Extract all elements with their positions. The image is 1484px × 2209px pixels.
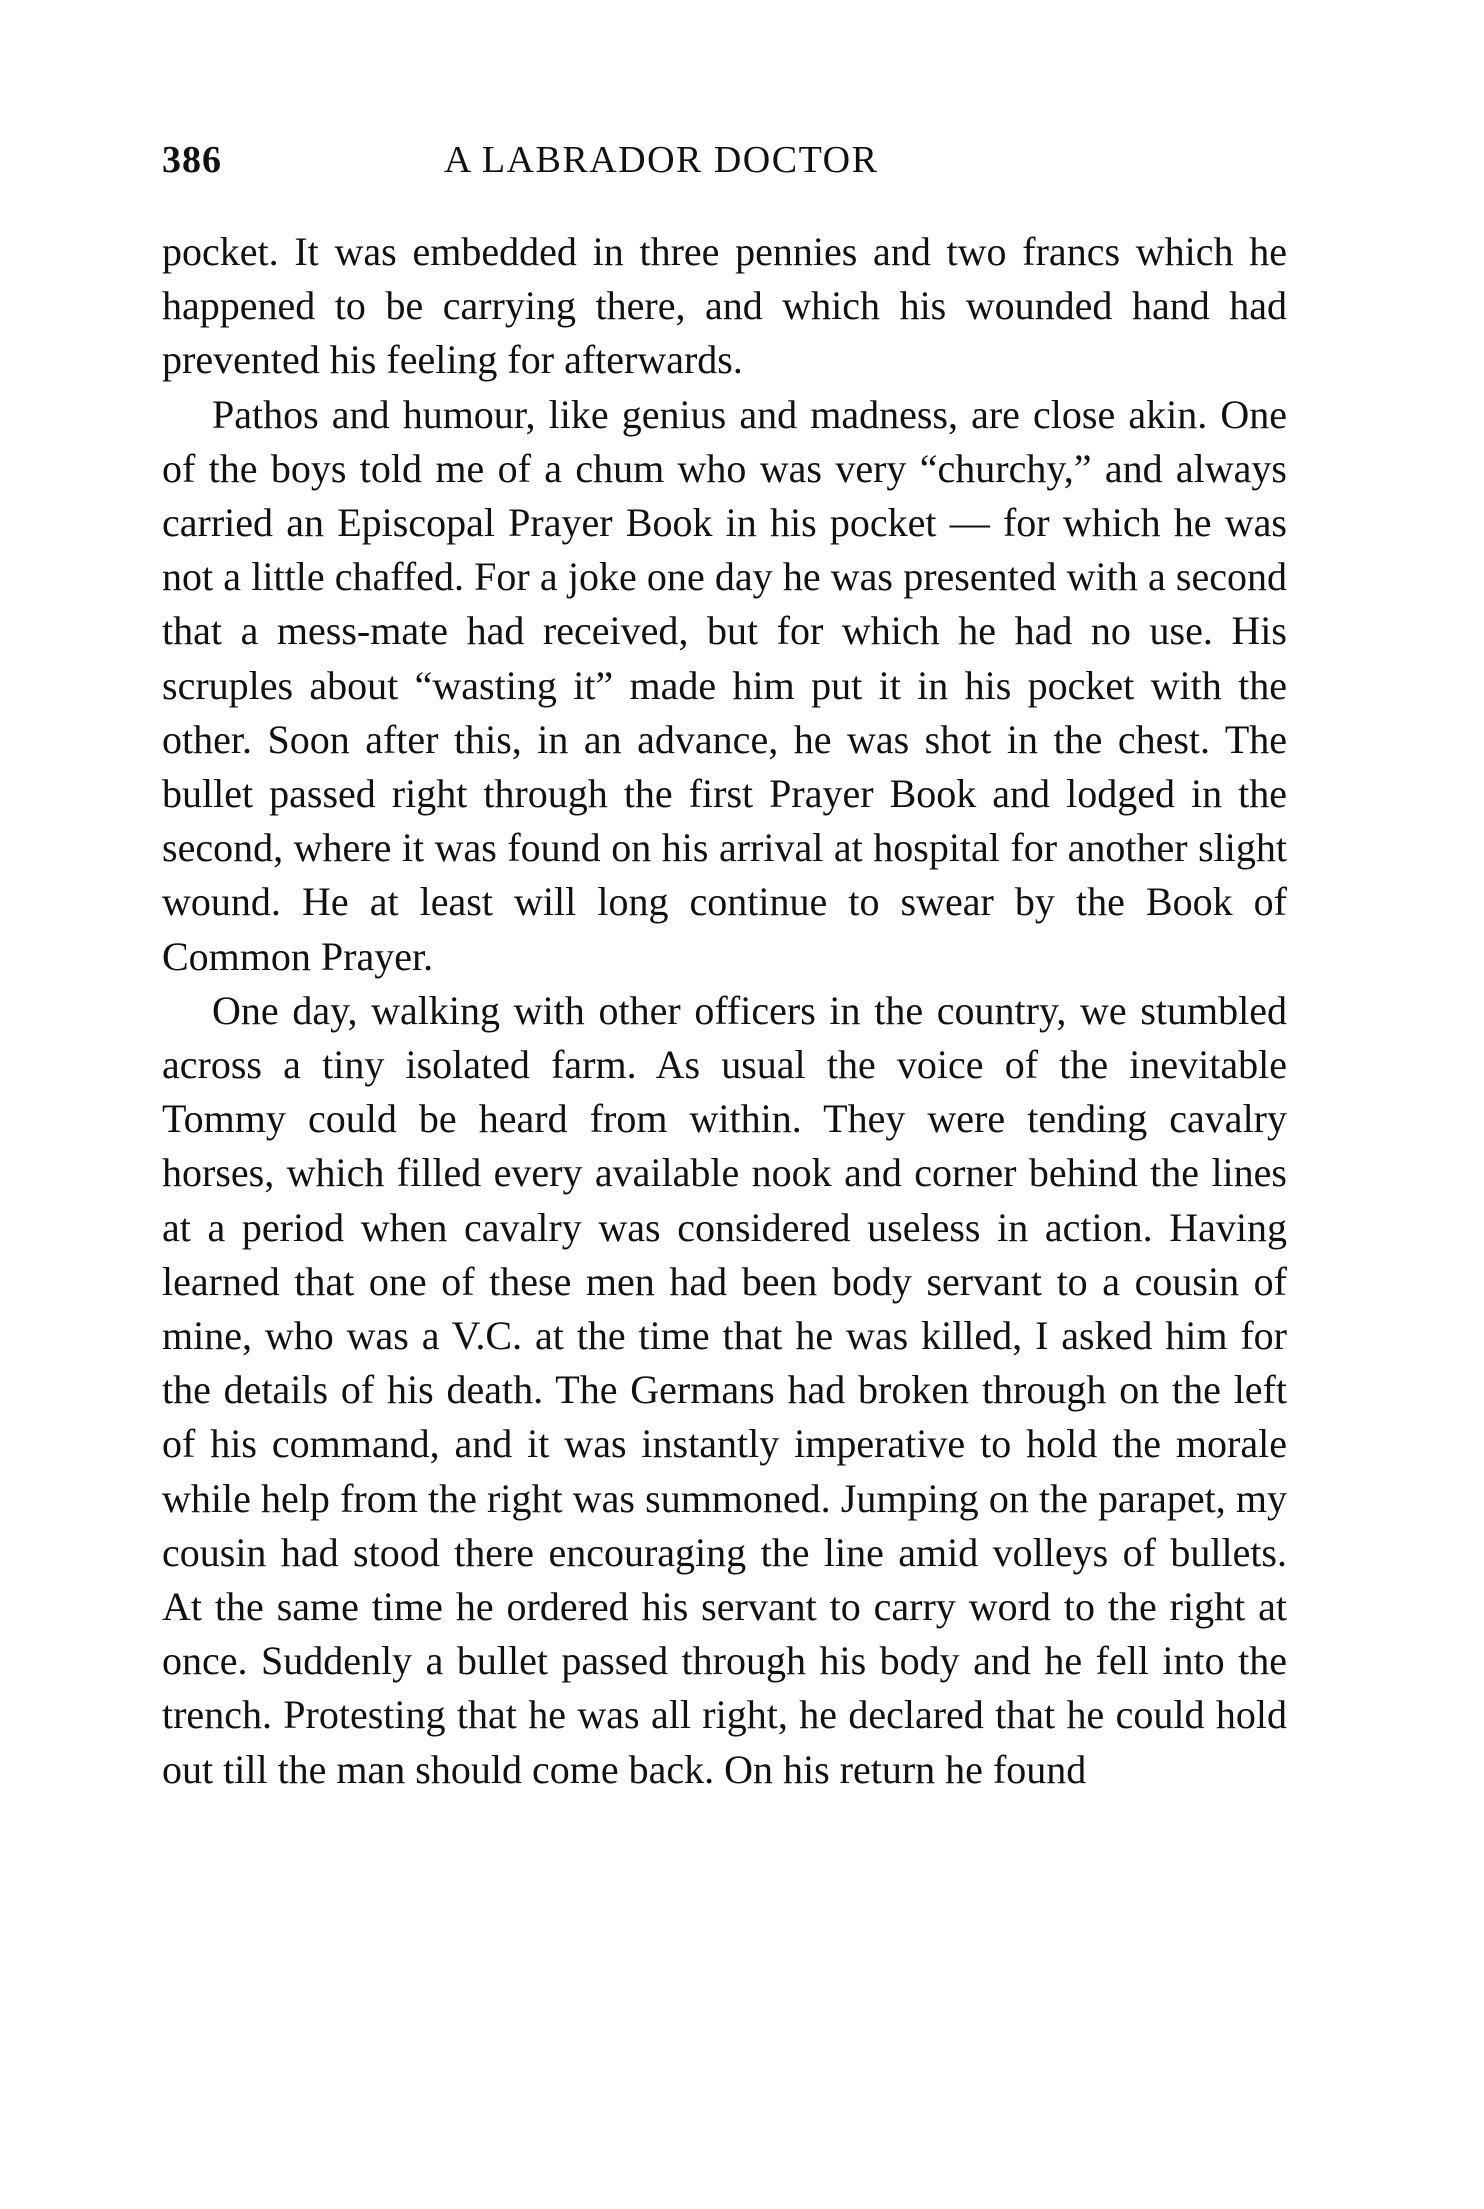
running-head: A LABRADOR DOCTOR: [444, 139, 879, 181]
paragraph-continuation: pocket. It was embedded in three pennies and two francs which he happened to be carrying there, and which his wounded hand had prevented his feeling for afterwards.: [162, 229, 1287, 383]
paragraph-farm: One day, walking with other officers in the country, we stumbled across a tiny isolated farm. As usual the voice of the inevitable Tommy could be heard from within. They were tending cavalry horses, which filled every available nook and corner behind the lines at a period when cavalry was considered useless in action. Having learned that one of these men had been body servant to a cousin of mine, who was a V.C. at the time that he was killed, I asked him for the details of his death. The Germans had broken through on the left of his command, and it was instantly imperative to hold the morale while help from the right was summoned. Jumping on the parapet, my cousin had stood there encouraging the line amid volleys of bullets. At the same time he ordered his servant to carry word to the right at once. Suddenly a bullet passed through his body and he fell into the trench. Protesting that he was all right, he declared that he could hold out till the man should come back. On his return he found: [162, 987, 1287, 1792]
page-header: [162, 138, 1342, 198]
paragraph-prayer-book: Pathos and humour, like genius and madness, are close akin. One of the boys told me of a chum who was very “churchy,” and always carried an Episcopal Prayer Book in his pocket — for which he was not a little chaffed. For a joke one day he was presented with a second that a mess-mate had received, but for which he had no use. His scruples about “wasting it” made him put it in his pocket with the other. Soon after this, in an advance, he was shot in the chest. The bullet passed right through the first Prayer Book and lodged in the second, where it was found on his arrival at hospital for another slight wound. He at least will long continue to swear by the Book of Common Prayer.: [162, 391, 1287, 979]
body-text: [162, 225, 1287, 1797]
page-number: 386: [162, 139, 222, 181]
